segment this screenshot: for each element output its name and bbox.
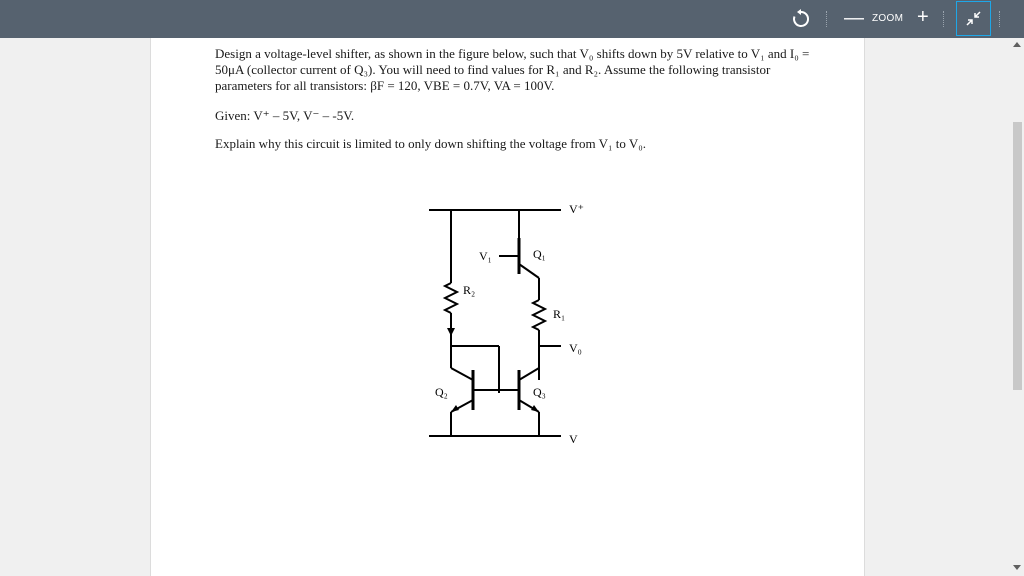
toolbar-divider	[826, 11, 828, 27]
vminus-label: V	[569, 432, 578, 446]
document-page	[150, 38, 865, 576]
toolbar-divider	[943, 11, 945, 27]
vi-label: V₁	[479, 249, 492, 263]
viewer-toolbar	[0, 0, 1024, 38]
vplus-label: V⁺	[569, 202, 584, 216]
scroll-down-icon[interactable]	[1013, 565, 1021, 570]
scroll-thumb[interactable]	[1013, 122, 1022, 390]
refresh-icon[interactable]	[790, 8, 812, 30]
q3-label: Q₃	[533, 385, 546, 399]
zoom-label: ZOOM	[872, 13, 904, 24]
level-shifter-circuit	[421, 198, 601, 448]
toolbar-divider	[999, 11, 1001, 27]
zoom-out-icon[interactable]: —	[844, 7, 864, 29]
scroll-up-icon[interactable]	[1013, 42, 1021, 47]
question-text: Explain why this circuit is limited to only down shifting the voltage from V₁ to V₀.	[215, 136, 647, 151]
r1-label: R₁	[553, 307, 566, 321]
given-values: Given: V⁺ – 5V, V⁻ – -5V.	[215, 108, 355, 123]
r2-label: R₂	[463, 283, 476, 297]
exit-fullscreen-button[interactable]	[956, 1, 991, 36]
q2-label: Q₂	[435, 385, 448, 399]
zoom-in-icon[interactable]: +	[917, 6, 929, 28]
problem-statement: Design a voltage-level shifter, as shown in the figure below, such that V₀ shifts down by 5V relative to V₁ and I₀ = 50μA (collector current of Q₃). You will need to find values for R₁ and R₂. Assume the following transistor parameters for all transistors: βF = 120, VBE = 0.7V, VA = 100V.	[215, 46, 810, 93]
exit-fullscreen-icon	[957, 2, 990, 35]
q1-label: Q₁	[533, 247, 546, 261]
vo-label: V₀	[569, 341, 582, 355]
